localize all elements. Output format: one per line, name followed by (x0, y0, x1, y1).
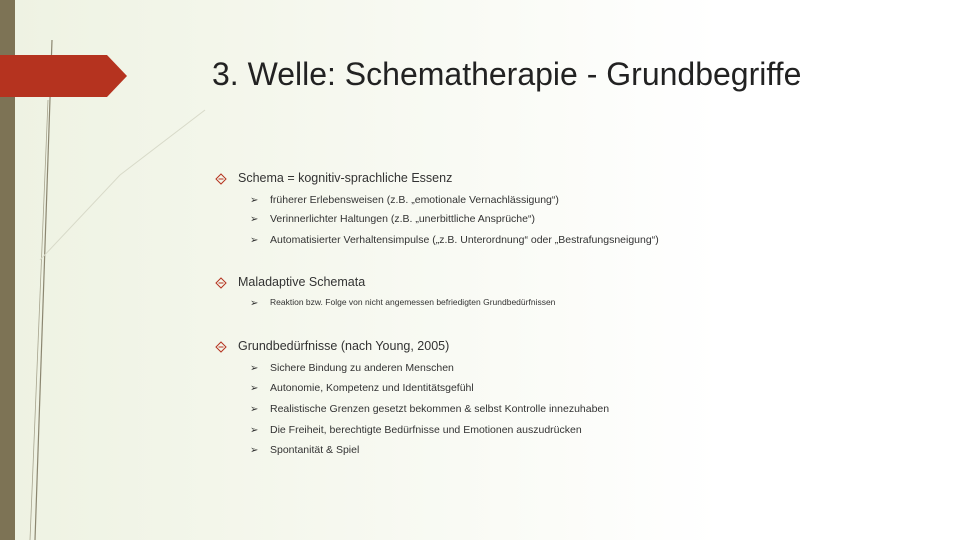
diamond-icon (215, 339, 227, 353)
list-item-text: Verinnerlichter Haltungen (z.B. „unerbittliche Ansprüche“) (270, 213, 535, 225)
slide-title: 3. Welle: Schematherapie - Grundbegriffe (212, 56, 802, 92)
list-item-text: Reaktion bzw. Folge von nicht angemessen befriedigten Grundbedürfnissen (270, 297, 556, 307)
list-item-text: früherer Erlebensweisen (z.B. „emotionale Vernachlässigung“) (270, 194, 559, 206)
arrow-bullet-icon: ➢ (250, 363, 259, 374)
section-label: Grundbedürfnisse (nach Young, 2005) (238, 339, 450, 353)
list-item-text: Realistische Grenzen gesetzt bekommen & selbst Kontrolle innezuhaben (270, 403, 610, 415)
list-item-text: Automatisierter Verhaltensimpulse („z.B. Unterordnung“ oder „Bestrafungsneigung“) (270, 234, 659, 246)
diamond-icon (215, 171, 227, 185)
list-item-text: Die Freiheit, berechtigte Bedürfnisse und Emotionen auszudrücken (270, 424, 582, 436)
arrow-bullet-icon: ➢ (250, 445, 259, 456)
arrow-bullet-icon: ➢ (250, 214, 259, 225)
diamond-icon (215, 275, 227, 289)
section-label: Schema = kognitiv-sprachliche Essenz (238, 171, 453, 185)
arrow-bullet-icon: ➢ (250, 404, 259, 415)
arrow-bullet-icon: ➢ (250, 383, 259, 394)
arrow-bullet-icon: ➢ (250, 235, 259, 246)
title-accent-arrow (0, 55, 127, 97)
section-label: Maladaptive Schemata (238, 275, 366, 289)
arrow-bullet-icon: ➢ (250, 195, 259, 206)
list-item-text: Spontanität & Spiel (270, 444, 360, 456)
list-item-text: Autonomie, Kompetenz und Identitätsgefühl (270, 382, 474, 394)
arrow-bullet-icon: ➢ (250, 298, 259, 309)
arrow-bullet-icon: ➢ (250, 425, 259, 436)
list-item-text: Sichere Bindung zu anderen Menschen (270, 362, 454, 374)
